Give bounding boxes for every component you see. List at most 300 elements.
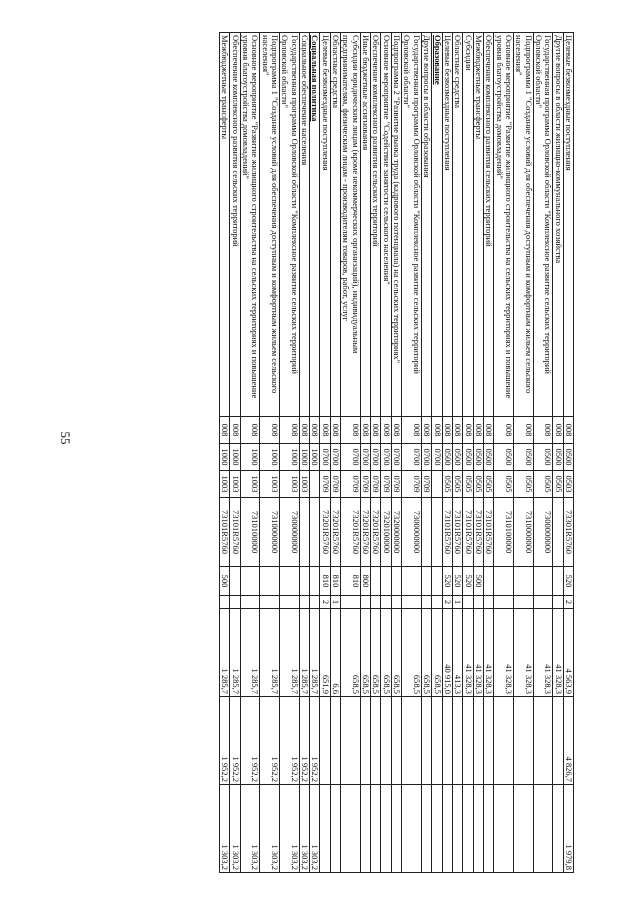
table-row bbox=[360, 33, 370, 873]
amount-year-3: 1 303,2 bbox=[219, 785, 229, 873]
section-code: 0700 bbox=[421, 444, 431, 471]
table-row bbox=[371, 33, 381, 873]
amount-year-1: 1 285,7 bbox=[299, 609, 309, 697]
section-code: 0500 bbox=[513, 444, 533, 471]
amount-year-3: 1 979,8 bbox=[563, 785, 573, 873]
expense-type-code bbox=[371, 567, 381, 596]
funding-source-code bbox=[341, 596, 361, 609]
target-article-code bbox=[299, 498, 309, 567]
page-number: 55 bbox=[58, 431, 73, 445]
amount-year-2: 1 952,2 bbox=[240, 697, 260, 785]
expense-type-code bbox=[553, 567, 563, 596]
section-code: 0500 bbox=[563, 444, 573, 471]
subsection-code: 0505 bbox=[513, 471, 533, 498]
funding-source-code bbox=[483, 596, 493, 609]
subsection-code: 0709 bbox=[391, 471, 401, 498]
section-code: 1000 bbox=[260, 444, 280, 471]
subsection-code: 0505 bbox=[452, 471, 462, 498]
subsection-code: 1003 bbox=[219, 471, 229, 498]
amount-year-2 bbox=[320, 697, 330, 785]
ministry-code: 008 bbox=[442, 417, 452, 444]
subsection-code: 0505 bbox=[483, 471, 493, 498]
table-row bbox=[553, 33, 563, 873]
funding-source-code: 2 bbox=[563, 596, 573, 609]
amount-year-1: 658,5 bbox=[402, 609, 422, 697]
subsection-code: 0505 bbox=[463, 471, 473, 498]
funding-source-code bbox=[553, 596, 563, 609]
expense-type-code bbox=[483, 567, 493, 596]
amount-year-1: 1 285,7 bbox=[280, 609, 300, 697]
row-description: Межбюджетные трансферты bbox=[473, 33, 483, 417]
row-description: Подпрограмма 1 "Создание условий для обеспечения доступным и комфортным жильем сельского населения" bbox=[260, 33, 280, 417]
amount-year-2 bbox=[432, 697, 442, 785]
funding-source-code: 1 bbox=[330, 596, 340, 609]
ministry-code: 008 bbox=[402, 417, 422, 444]
subsection-code: 1003 bbox=[299, 471, 309, 498]
amount-year-3: 1 303,2 bbox=[299, 785, 309, 873]
expense-type-code bbox=[391, 567, 401, 596]
amount-year-3: 1 303,2 bbox=[260, 785, 280, 873]
target-article-code: 7310100000 bbox=[240, 498, 260, 567]
ministry-code: 008 bbox=[310, 417, 320, 444]
row-description: Обеспечение комплексного развития сельских территорий bbox=[230, 33, 240, 417]
table-row bbox=[452, 33, 462, 873]
amount-year-1: 658,5 bbox=[371, 609, 381, 697]
row-description: Обеспечение комплексного развития сельских территорий bbox=[483, 33, 493, 417]
target-article-code: 7320100000 bbox=[381, 498, 391, 567]
section-code: 0700 bbox=[381, 444, 391, 471]
amount-year-3 bbox=[391, 785, 401, 873]
section-code: 1000 bbox=[219, 444, 229, 471]
target-article-code: 73201R5760 bbox=[320, 498, 330, 567]
section-code: 0500 bbox=[533, 444, 553, 471]
amount-year-1: 40 915,0 bbox=[442, 609, 452, 697]
amount-year-3 bbox=[402, 785, 422, 873]
target-article-code: 73101R5760 bbox=[230, 498, 240, 567]
row-description: Целевые безвозмездные поступления bbox=[442, 33, 452, 417]
ministry-code: 008 bbox=[533, 417, 553, 444]
ministry-code: 008 bbox=[553, 417, 563, 444]
expense-type-code bbox=[260, 567, 280, 596]
ministry-code: 008 bbox=[320, 417, 330, 444]
ministry-code: 008 bbox=[432, 417, 442, 444]
ministry-code: 008 bbox=[260, 417, 280, 444]
expense-type-code bbox=[230, 567, 240, 596]
amount-year-1: 1 285,7 bbox=[219, 609, 229, 697]
amount-year-3 bbox=[371, 785, 381, 873]
funding-source-code bbox=[371, 596, 381, 609]
expense-type-code bbox=[402, 567, 422, 596]
funding-source-code bbox=[391, 596, 401, 609]
amount-year-2 bbox=[341, 697, 361, 785]
section-code: 0700 bbox=[432, 444, 442, 471]
expense-type-code bbox=[280, 567, 300, 596]
table-row bbox=[260, 33, 280, 873]
section-code: 1000 bbox=[280, 444, 300, 471]
amount-year-1: 1 285,7 bbox=[240, 609, 260, 697]
funding-source-code bbox=[421, 596, 431, 609]
funding-source-code: 2 bbox=[320, 596, 330, 609]
expense-type-code bbox=[240, 567, 260, 596]
target-article-code: 73201R5760 bbox=[341, 498, 361, 567]
row-description: Подпрограмма 1 "Создание условий для обеспечения доступным и комфортным жильем сельского населения" bbox=[513, 33, 533, 417]
row-description: Образование bbox=[432, 33, 442, 417]
expense-type-code: 810 bbox=[341, 567, 361, 596]
amount-year-1: 41 328,3 bbox=[483, 609, 493, 697]
amount-year-2: 1 952,2 bbox=[299, 697, 309, 785]
target-article-code: 73101R5760 bbox=[219, 498, 229, 567]
row-description: Другие вопросы в области жилищно-коммунального хозяйства bbox=[553, 33, 563, 417]
table-row bbox=[473, 33, 483, 873]
table-row bbox=[442, 33, 452, 873]
subsection-code: 1003 bbox=[240, 471, 260, 498]
target-article-code: 73101R5760 bbox=[463, 498, 473, 567]
funding-source-code bbox=[473, 596, 483, 609]
expense-type-code: 520 bbox=[452, 567, 462, 596]
amount-year-2 bbox=[371, 697, 381, 785]
table-row bbox=[494, 33, 514, 873]
section-code: 0500 bbox=[483, 444, 493, 471]
amount-year-2 bbox=[391, 697, 401, 785]
row-description: Областные средства bbox=[330, 33, 340, 417]
target-article-code bbox=[553, 498, 563, 567]
funding-source-code: 2 bbox=[442, 596, 452, 609]
subsection-code bbox=[310, 471, 320, 498]
ministry-code: 008 bbox=[230, 417, 240, 444]
row-description: Основное мероприятие "Развитие жилищного строительства на сельских территориях и повышение уровня благоустройства домовладений" bbox=[494, 33, 514, 417]
row-description: Обеспечение комплексного развития сельских территорий bbox=[371, 33, 381, 417]
table-row bbox=[463, 33, 473, 873]
funding-source-code bbox=[513, 596, 533, 609]
ministry-code: 008 bbox=[452, 417, 462, 444]
funding-source-code bbox=[299, 596, 309, 609]
subsection-code: 0505 bbox=[473, 471, 483, 498]
amount-year-1: 658,5 bbox=[391, 609, 401, 697]
subsection-code: 1003 bbox=[230, 471, 240, 498]
funding-source-code bbox=[463, 596, 473, 609]
amount-year-3 bbox=[452, 785, 462, 873]
funding-source-code bbox=[280, 596, 300, 609]
amount-year-3 bbox=[553, 785, 563, 873]
subsection-code: 0505 bbox=[533, 471, 553, 498]
amount-year-3: 1 303,2 bbox=[240, 785, 260, 873]
table-row bbox=[381, 33, 391, 873]
target-article-code: 7300000000 bbox=[280, 498, 300, 567]
amount-year-3 bbox=[381, 785, 391, 873]
amount-year-2 bbox=[513, 697, 533, 785]
rotated-table-container bbox=[66, 32, 574, 872]
ministry-code: 008 bbox=[371, 417, 381, 444]
amount-year-3 bbox=[513, 785, 533, 873]
section-code: 0700 bbox=[341, 444, 361, 471]
amount-year-2 bbox=[381, 697, 391, 785]
amount-year-3 bbox=[483, 785, 493, 873]
expense-type-code bbox=[513, 567, 533, 596]
amount-year-2 bbox=[442, 697, 452, 785]
funding-source-code bbox=[402, 596, 422, 609]
target-article-code: 7320000000 bbox=[391, 498, 401, 567]
amount-year-1: 413,3 bbox=[452, 609, 462, 697]
ministry-code: 008 bbox=[341, 417, 361, 444]
amount-year-1: 658,5 bbox=[381, 609, 391, 697]
row-description: Межбюджетные трансферты bbox=[219, 33, 229, 417]
table-row bbox=[513, 33, 533, 873]
table-row bbox=[330, 33, 340, 873]
subsection-code: 0709 bbox=[320, 471, 330, 498]
table-row bbox=[483, 33, 493, 873]
funding-source-code bbox=[360, 596, 370, 609]
table-row bbox=[432, 33, 442, 873]
section-code: 0500 bbox=[553, 444, 563, 471]
amount-year-3 bbox=[360, 785, 370, 873]
ministry-code: 008 bbox=[381, 417, 391, 444]
target-article-code: 73101R5760 bbox=[442, 498, 452, 567]
ministry-code: 008 bbox=[330, 417, 340, 444]
table-row bbox=[421, 33, 431, 873]
expense-type-code: 520 bbox=[463, 567, 473, 596]
target-article-code: 7310000000 bbox=[513, 498, 533, 567]
row-description: Государственная программа Орловской области "Комплексное развитие сельских территорий Орловской области" bbox=[402, 33, 422, 417]
amount-year-2 bbox=[330, 697, 340, 785]
table-row bbox=[310, 33, 320, 873]
amount-year-1: 658,5 bbox=[341, 609, 361, 697]
ministry-code: 008 bbox=[473, 417, 483, 444]
expense-type-code bbox=[381, 567, 391, 596]
table-row bbox=[280, 33, 300, 873]
funding-source-code bbox=[240, 596, 260, 609]
funding-source-code bbox=[494, 596, 514, 609]
target-article-code: 73201R5760 bbox=[371, 498, 381, 567]
ministry-code: 008 bbox=[563, 417, 573, 444]
section-code: 0700 bbox=[391, 444, 401, 471]
target-article-code: 73101R5760 bbox=[483, 498, 493, 567]
amount-year-3: 1 303,2 bbox=[280, 785, 300, 873]
row-description: Социальное обеспечение населения bbox=[299, 33, 309, 417]
amount-year-3 bbox=[533, 785, 553, 873]
amount-year-2: 1 952,2 bbox=[280, 697, 300, 785]
table-row bbox=[402, 33, 422, 873]
ministry-code: 008 bbox=[360, 417, 370, 444]
row-description: Субсидии bbox=[463, 33, 473, 417]
amount-year-2 bbox=[421, 697, 431, 785]
table-row bbox=[299, 33, 309, 873]
table-row bbox=[230, 33, 240, 873]
amount-year-2: 1 952,2 bbox=[310, 697, 320, 785]
ministry-code: 008 bbox=[240, 417, 260, 444]
amount-year-3 bbox=[473, 785, 483, 873]
amount-year-2 bbox=[473, 697, 483, 785]
row-description: Подпрограмма 2 "Развитие рынка труда (кадрового потенциала) на сельских территориях" bbox=[391, 33, 401, 417]
subsection-code: 0709 bbox=[371, 471, 381, 498]
subsection-code: 0709 bbox=[421, 471, 431, 498]
amount-year-2: 1 952,2 bbox=[260, 697, 280, 785]
amount-year-1: 651,9 bbox=[320, 609, 330, 697]
subsection-code: 1003 bbox=[260, 471, 280, 498]
amount-year-2 bbox=[533, 697, 553, 785]
amount-year-3 bbox=[463, 785, 473, 873]
target-article-code: 7300000000 bbox=[402, 498, 422, 567]
amount-year-2: 1 952,2 bbox=[219, 697, 229, 785]
expense-type-code: 500 bbox=[219, 567, 229, 596]
target-article-code bbox=[310, 498, 320, 567]
funding-source-code bbox=[310, 596, 320, 609]
amount-year-1: 658,5 bbox=[421, 609, 431, 697]
target-article-code: 73201R5760 bbox=[330, 498, 340, 567]
subsection-code: 0709 bbox=[360, 471, 370, 498]
amount-year-3: 1 303,2 bbox=[230, 785, 240, 873]
funding-source-code bbox=[230, 596, 240, 609]
expense-type-code: 520 bbox=[563, 567, 573, 596]
expense-type-code bbox=[494, 567, 514, 596]
target-article-code: 73101R5760 bbox=[473, 498, 483, 567]
ministry-code: 008 bbox=[391, 417, 401, 444]
amount-year-3 bbox=[442, 785, 452, 873]
target-article-code bbox=[421, 498, 431, 567]
amount-year-1: 1 285,7 bbox=[230, 609, 240, 697]
target-article-code: 7310000000 bbox=[260, 498, 280, 567]
amount-year-2: 4 826,7 bbox=[563, 697, 573, 785]
table-body bbox=[219, 33, 573, 873]
subsection-code: 0505 bbox=[494, 471, 514, 498]
section-code: 1000 bbox=[310, 444, 320, 471]
amount-year-2 bbox=[483, 697, 493, 785]
funding-source-code bbox=[381, 596, 391, 609]
amount-year-2: 1 952,2 bbox=[230, 697, 240, 785]
subsection-code: 0505 bbox=[553, 471, 563, 498]
ministry-code: 008 bbox=[219, 417, 229, 444]
amount-year-2 bbox=[494, 697, 514, 785]
table-row bbox=[391, 33, 401, 873]
funding-source-code: 1 bbox=[452, 596, 462, 609]
expense-type-code bbox=[432, 567, 442, 596]
section-code: 1000 bbox=[230, 444, 240, 471]
amount-year-3 bbox=[421, 785, 431, 873]
section-code: 1000 bbox=[240, 444, 260, 471]
budget-table bbox=[219, 32, 574, 873]
row-description: Целевые безвозмездные поступления bbox=[320, 33, 330, 417]
row-description: Государственная программа Орловской области "Комплексное развитие сельских территорий Орловской области" bbox=[533, 33, 553, 417]
amount-year-1: 41 328,3 bbox=[473, 609, 483, 697]
target-article-code: 7310100000 bbox=[494, 498, 514, 567]
subsection-code: 0709 bbox=[402, 471, 422, 498]
row-description: Целевые безвозмездные поступления bbox=[563, 33, 573, 417]
section-code: 0500 bbox=[494, 444, 514, 471]
expense-type-code: 500 bbox=[473, 567, 483, 596]
amount-year-1: 41 328,3 bbox=[494, 609, 514, 697]
amount-year-3 bbox=[432, 785, 442, 873]
subsection-code: 0503 bbox=[563, 471, 573, 498]
section-code: 0700 bbox=[402, 444, 422, 471]
expense-type-code bbox=[533, 567, 553, 596]
target-article-code: 73201R5760 bbox=[360, 498, 370, 567]
row-description: Основное мероприятие "Содействие занятости сельского населения" bbox=[381, 33, 391, 417]
funding-source-code bbox=[260, 596, 280, 609]
amount-year-1: 658,5 bbox=[432, 609, 442, 697]
amount-year-3 bbox=[341, 785, 361, 873]
section-code: 0700 bbox=[360, 444, 370, 471]
row-description: Основное мероприятие "Развитие жилищного строительства на сельских территориях и повышение уровня благоустройства домовладений" bbox=[240, 33, 260, 417]
table-row bbox=[563, 33, 573, 873]
section-code: 0500 bbox=[442, 444, 452, 471]
table-row bbox=[341, 33, 361, 873]
table-row bbox=[533, 33, 553, 873]
target-article-code: 73101R5760 bbox=[452, 498, 462, 567]
funding-source-code bbox=[533, 596, 553, 609]
amount-year-2 bbox=[463, 697, 473, 785]
section-code: 1000 bbox=[299, 444, 309, 471]
amount-year-1: 41 328,3 bbox=[463, 609, 473, 697]
amount-year-2 bbox=[402, 697, 422, 785]
ministry-code: 008 bbox=[463, 417, 473, 444]
amount-year-2 bbox=[553, 697, 563, 785]
subsection-code: 0505 bbox=[442, 471, 452, 498]
target-article-code: 7300000000 bbox=[533, 498, 553, 567]
funding-source-code bbox=[432, 596, 442, 609]
section-code: 0500 bbox=[473, 444, 483, 471]
amount-year-1: 4 563,9 bbox=[563, 609, 573, 697]
amount-year-1: 41 328,3 bbox=[553, 609, 563, 697]
row-description: Другие вопросы в области образования bbox=[421, 33, 431, 417]
subsection-code: 0709 bbox=[381, 471, 391, 498]
amount-year-2 bbox=[452, 697, 462, 785]
row-description: Государственная программа Орловской области "Комплексное развитие сельских территорий Орловской области" bbox=[280, 33, 300, 417]
amount-year-2 bbox=[360, 697, 370, 785]
expense-type-code: 520 bbox=[442, 567, 452, 596]
expense-type-code: 810 bbox=[330, 567, 340, 596]
amount-year-3: 1 303,2 bbox=[310, 785, 320, 873]
expense-type-code: 810 bbox=[320, 567, 330, 596]
table-row bbox=[320, 33, 330, 873]
section-code: 0700 bbox=[320, 444, 330, 471]
amount-year-1: 1 285,7 bbox=[310, 609, 320, 697]
ministry-code: 008 bbox=[280, 417, 300, 444]
section-code: 0500 bbox=[452, 444, 462, 471]
expense-type-code bbox=[310, 567, 320, 596]
row-description: Субсидии юридическим лицам (кроме некоммерческих организаций), индивидуальным предпринимателям, физическим лицам - производителям товаров, работ, услуг bbox=[341, 33, 361, 417]
target-article-code: 73301R5760 bbox=[563, 498, 573, 567]
subsection-code: 1003 bbox=[280, 471, 300, 498]
expense-type-code: 800 bbox=[360, 567, 370, 596]
amount-year-1: 41 328,3 bbox=[513, 609, 533, 697]
table-row bbox=[240, 33, 260, 873]
amount-year-3 bbox=[330, 785, 340, 873]
table-row bbox=[219, 33, 229, 873]
subsection-code: 0709 bbox=[341, 471, 361, 498]
subsection-code: 0709 bbox=[330, 471, 340, 498]
row-description: Иные бюджетные ассигнования bbox=[360, 33, 370, 417]
section-code: 0500 bbox=[463, 444, 473, 471]
row-description: Областные средства bbox=[452, 33, 462, 417]
amount-year-1: 41 328,3 bbox=[533, 609, 553, 697]
ministry-code: 008 bbox=[494, 417, 514, 444]
amount-year-3 bbox=[320, 785, 330, 873]
subsection-code bbox=[432, 471, 442, 498]
ministry-code: 008 bbox=[513, 417, 533, 444]
ministry-code: 008 bbox=[299, 417, 309, 444]
funding-source-code bbox=[219, 596, 229, 609]
ministry-code: 008 bbox=[421, 417, 431, 444]
target-article-code bbox=[432, 498, 442, 567]
expense-type-code bbox=[421, 567, 431, 596]
amount-year-1: 6,6 bbox=[330, 609, 340, 697]
amount-year-3 bbox=[494, 785, 514, 873]
section-code: 0700 bbox=[330, 444, 340, 471]
section-code: 0700 bbox=[371, 444, 381, 471]
amount-year-1: 658,5 bbox=[360, 609, 370, 697]
ministry-code: 008 bbox=[483, 417, 493, 444]
row-description: Социальная политика bbox=[310, 33, 320, 417]
expense-type-code bbox=[299, 567, 309, 596]
